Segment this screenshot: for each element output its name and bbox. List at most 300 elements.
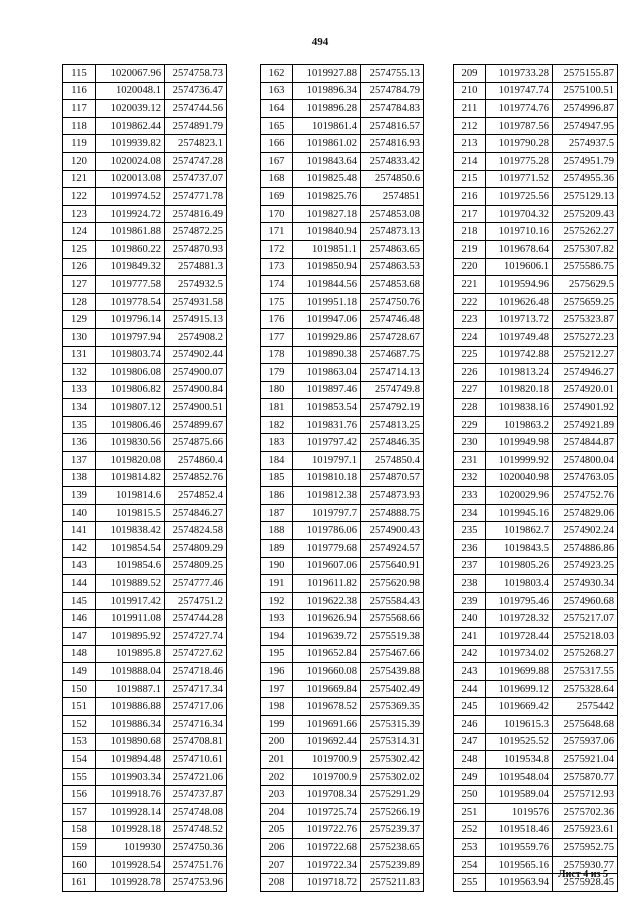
point-number-cell: 231 <box>454 452 486 470</box>
x-coordinate-cell: 1019713.72 <box>486 311 553 329</box>
x-coordinate-cell: 1019886.34 <box>96 715 165 733</box>
x-coordinate-cell: 1019725.74 <box>293 803 361 821</box>
point-number-cell: 161 <box>63 874 96 892</box>
table-row <box>454 82 618 100</box>
point-number-cell: 187 <box>261 504 293 522</box>
point-number-cell: 207 <box>261 856 293 874</box>
table-row <box>454 258 618 276</box>
point-number-cell: 240 <box>454 610 486 628</box>
x-coordinate-cell: 1019850.94 <box>293 258 361 276</box>
table-row <box>261 715 424 733</box>
table-row <box>261 240 424 258</box>
y-coordinate-cell: 2574792.19 <box>361 399 424 417</box>
point-number-cell: 185 <box>261 469 293 487</box>
y-coordinate-cell: 2575155.87 <box>553 65 618 83</box>
y-coordinate-cell: 2574924.57 <box>361 540 424 558</box>
y-coordinate-cell: 2574748.08 <box>165 803 227 821</box>
point-number-cell: 255 <box>454 874 486 892</box>
x-coordinate-cell: 1019704.32 <box>486 205 553 223</box>
x-coordinate-cell: 1019813.24 <box>486 364 553 382</box>
table-row <box>261 592 424 610</box>
table-row <box>454 399 618 417</box>
x-coordinate-cell: 1019807.12 <box>96 399 165 417</box>
point-number-cell: 133 <box>63 381 96 399</box>
y-coordinate-cell: 2575302.02 <box>361 768 424 786</box>
point-number-cell: 193 <box>261 610 293 628</box>
table-row <box>63 135 227 153</box>
x-coordinate-cell: 1019999.92 <box>486 452 553 470</box>
y-coordinate-cell: 2574846.35 <box>361 434 424 452</box>
point-number-cell: 227 <box>454 381 486 399</box>
y-coordinate-cell: 2575586.75 <box>553 258 618 276</box>
table-row <box>454 751 618 769</box>
coordinates-table-3 <box>453 64 618 892</box>
x-coordinate-cell: 1020048.1 <box>96 82 165 100</box>
y-coordinate-cell: 2575620.98 <box>361 575 424 593</box>
y-coordinate-cell: 2575930.77 <box>553 856 618 874</box>
x-coordinate-cell: 1019611.82 <box>293 575 361 593</box>
table-row <box>454 346 618 364</box>
table-row <box>454 487 618 505</box>
table-row <box>261 504 424 522</box>
table-row <box>454 364 618 382</box>
table-row <box>261 258 424 276</box>
point-number-cell: 128 <box>63 293 96 311</box>
x-coordinate-cell: 1019814.6 <box>96 487 165 505</box>
x-coordinate-cell: 1019660.08 <box>293 663 361 681</box>
point-number-cell: 186 <box>261 487 293 505</box>
x-coordinate-cell: 1019718.72 <box>293 874 361 892</box>
point-number-cell: 155 <box>63 768 96 786</box>
x-coordinate-cell: 1019812.38 <box>293 487 361 505</box>
x-coordinate-cell: 1019669.42 <box>486 698 553 716</box>
table-row <box>261 328 424 346</box>
point-number-cell: 136 <box>63 434 96 452</box>
y-coordinate-cell: 2574931.58 <box>165 293 227 311</box>
point-number-cell: 180 <box>261 381 293 399</box>
table-row <box>63 663 227 681</box>
y-coordinate-cell: 2574737.07 <box>165 170 227 188</box>
point-number-cell: 154 <box>63 751 96 769</box>
table-row <box>261 434 424 452</box>
y-coordinate-cell: 2575870.77 <box>553 768 618 786</box>
x-coordinate-cell: 1019749.48 <box>486 328 553 346</box>
y-coordinate-cell: 2575129.13 <box>553 188 618 206</box>
point-number-cell: 125 <box>63 240 96 258</box>
table-row <box>454 610 618 628</box>
y-coordinate-cell: 2575211.83 <box>361 874 424 892</box>
point-number-cell: 216 <box>454 188 486 206</box>
table-row <box>63 645 227 663</box>
x-coordinate-cell: 1020040.98 <box>486 469 553 487</box>
y-coordinate-cell: 2574716.34 <box>165 715 227 733</box>
x-coordinate-cell: 1019722.68 <box>293 839 361 857</box>
table-row <box>261 223 424 241</box>
table-row <box>261 540 424 558</box>
x-coordinate-cell: 1019895.8 <box>96 645 165 663</box>
point-number-cell: 138 <box>63 469 96 487</box>
point-number-cell: 143 <box>63 557 96 575</box>
table-row <box>63 170 227 188</box>
y-coordinate-cell: 2574863.53 <box>361 258 424 276</box>
y-coordinate-cell: 2574749.8 <box>361 381 424 399</box>
y-coordinate-cell: 2575217.07 <box>553 610 618 628</box>
table-row <box>261 680 424 698</box>
table-row <box>454 100 618 118</box>
table-row <box>261 152 424 170</box>
y-coordinate-cell: 2574809.29 <box>165 540 227 558</box>
y-coordinate-cell: 2574824.58 <box>165 522 227 540</box>
table-row <box>63 522 227 540</box>
x-coordinate-cell: 1019894.48 <box>96 751 165 769</box>
table-row <box>63 821 227 839</box>
x-coordinate-cell: 1019797.1 <box>293 452 361 470</box>
table-row <box>63 557 227 575</box>
point-number-cell: 245 <box>454 698 486 716</box>
x-coordinate-cell: 1019700.9 <box>293 768 361 786</box>
point-number-cell: 242 <box>454 645 486 663</box>
point-number-cell: 146 <box>63 610 96 628</box>
table-row <box>261 856 424 874</box>
point-number-cell: 175 <box>261 293 293 311</box>
y-coordinate-cell: 2574718.46 <box>165 663 227 681</box>
table-row <box>63 715 227 733</box>
table-row <box>63 65 227 83</box>
y-coordinate-cell: 2574758.73 <box>165 65 227 83</box>
y-coordinate-cell: 2574708.81 <box>165 733 227 751</box>
table-row <box>63 610 227 628</box>
y-coordinate-cell: 2574960.68 <box>553 592 618 610</box>
point-number-cell: 199 <box>261 715 293 733</box>
x-coordinate-cell: 1019890.38 <box>293 346 361 364</box>
point-number-cell: 134 <box>63 399 96 417</box>
point-number-cell: 142 <box>63 540 96 558</box>
table-row <box>261 733 424 751</box>
point-number-cell: 153 <box>63 733 96 751</box>
y-coordinate-cell: 2575369.35 <box>361 698 424 716</box>
y-coordinate-cell: 2574763.05 <box>553 469 618 487</box>
y-coordinate-cell: 2575272.23 <box>553 328 618 346</box>
x-coordinate-cell: 1019518.46 <box>486 821 553 839</box>
y-coordinate-cell: 2575212.27 <box>553 346 618 364</box>
x-coordinate-cell: 1019652.84 <box>293 645 361 663</box>
table-row <box>454 698 618 716</box>
point-number-cell: 182 <box>261 416 293 434</box>
x-coordinate-cell: 1019796.14 <box>96 311 165 329</box>
point-number-cell: 132 <box>63 364 96 382</box>
y-coordinate-cell: 2575702.36 <box>553 803 618 821</box>
table-row <box>454 65 618 83</box>
table-row <box>454 663 618 681</box>
table-row <box>261 100 424 118</box>
point-number-cell: 238 <box>454 575 486 593</box>
y-coordinate-cell: 2574900.51 <box>165 399 227 417</box>
point-number-cell: 145 <box>63 592 96 610</box>
table-row <box>63 874 227 892</box>
y-coordinate-cell: 2574752.76 <box>553 487 618 505</box>
point-number-cell: 220 <box>454 258 486 276</box>
table-row <box>261 803 424 821</box>
point-number-cell: 192 <box>261 592 293 610</box>
table-row <box>63 452 227 470</box>
y-coordinate-cell: 2574863.65 <box>361 240 424 258</box>
x-coordinate-cell: 1019678.64 <box>486 240 553 258</box>
x-coordinate-cell: 1019854.54 <box>96 540 165 558</box>
y-coordinate-cell: 2574727.74 <box>165 628 227 646</box>
y-coordinate-cell: 2575315.39 <box>361 715 424 733</box>
table-row <box>63 504 227 522</box>
point-number-cell: 150 <box>63 680 96 698</box>
y-coordinate-cell: 2574744.28 <box>165 610 227 628</box>
x-coordinate-cell: 1019563.94 <box>486 874 553 892</box>
point-number-cell: 191 <box>261 575 293 593</box>
point-number-cell: 248 <box>454 751 486 769</box>
x-coordinate-cell: 1019626.48 <box>486 293 553 311</box>
table-row <box>63 240 227 258</box>
y-coordinate-cell: 2575307.82 <box>553 240 618 258</box>
point-number-cell: 119 <box>63 135 96 153</box>
x-coordinate-cell: 1019843.64 <box>293 152 361 170</box>
table-row <box>63 276 227 294</box>
point-number-cell: 167 <box>261 152 293 170</box>
table-row <box>63 839 227 857</box>
table-row <box>63 540 227 558</box>
point-number-cell: 160 <box>63 856 96 874</box>
x-coordinate-cell: 1019849.32 <box>96 258 165 276</box>
table-row <box>261 188 424 206</box>
table-row <box>63 223 227 241</box>
x-coordinate-cell: 1019678.52 <box>293 698 361 716</box>
table-row <box>454 522 618 540</box>
table-row <box>454 434 618 452</box>
table-row <box>261 82 424 100</box>
y-coordinate-cell: 2575238.65 <box>361 839 424 857</box>
y-coordinate-cell: 2575218.03 <box>553 628 618 646</box>
y-coordinate-cell: 2575317.55 <box>553 663 618 681</box>
x-coordinate-cell: 1019797.42 <box>293 434 361 452</box>
y-coordinate-cell: 2574714.13 <box>361 364 424 382</box>
table-row <box>63 258 227 276</box>
x-coordinate-cell: 1019888.04 <box>96 663 165 681</box>
page-number: 494 <box>311 36 329 48</box>
x-coordinate-cell: 1019820.08 <box>96 452 165 470</box>
point-number-cell: 166 <box>261 135 293 153</box>
x-coordinate-cell: 1019861.88 <box>96 223 165 241</box>
point-number-cell: 165 <box>261 117 293 135</box>
x-coordinate-cell: 1019928.54 <box>96 856 165 874</box>
table-row <box>454 223 618 241</box>
y-coordinate-cell: 2575921.04 <box>553 751 618 769</box>
table-row <box>63 469 227 487</box>
y-coordinate-cell: 2574900.07 <box>165 364 227 382</box>
table-row <box>261 575 424 593</box>
x-coordinate-cell: 1019853.54 <box>293 399 361 417</box>
table-row <box>261 65 424 83</box>
table-row <box>454 557 618 575</box>
table-row <box>261 786 424 804</box>
point-number-cell: 221 <box>454 276 486 294</box>
point-number-cell: 219 <box>454 240 486 258</box>
table-row <box>261 839 424 857</box>
x-coordinate-cell: 1019929.86 <box>293 328 361 346</box>
table-row <box>63 575 227 593</box>
point-number-cell: 206 <box>261 839 293 857</box>
point-number-cell: 254 <box>454 856 486 874</box>
point-number-cell: 251 <box>454 803 486 821</box>
y-coordinate-cell: 2574851 <box>361 188 424 206</box>
table-row <box>63 381 227 399</box>
y-coordinate-cell: 2574751.76 <box>165 856 227 874</box>
x-coordinate-cell: 1019565.16 <box>486 856 553 874</box>
table-row <box>63 152 227 170</box>
point-number-cell: 253 <box>454 839 486 857</box>
point-number-cell: 179 <box>261 364 293 382</box>
table-row <box>63 311 227 329</box>
y-coordinate-cell: 2574930.34 <box>553 575 618 593</box>
x-coordinate-cell: 1019777.58 <box>96 276 165 294</box>
table-row <box>454 680 618 698</box>
x-coordinate-cell: 1019548.04 <box>486 768 553 786</box>
table-row <box>63 751 227 769</box>
x-coordinate-cell: 1020013.08 <box>96 170 165 188</box>
table-row <box>261 276 424 294</box>
point-number-cell: 130 <box>63 328 96 346</box>
point-number-cell: 188 <box>261 522 293 540</box>
x-coordinate-cell: 1019525.52 <box>486 733 553 751</box>
x-coordinate-cell: 1019814.82 <box>96 469 165 487</box>
y-coordinate-cell: 2574875.66 <box>165 434 227 452</box>
table-row <box>261 399 424 417</box>
y-coordinate-cell: 2575442 <box>553 698 618 716</box>
point-number-cell: 194 <box>261 628 293 646</box>
point-number-cell: 235 <box>454 522 486 540</box>
point-number-cell: 249 <box>454 768 486 786</box>
point-number-cell: 214 <box>454 152 486 170</box>
table-row <box>261 135 424 153</box>
point-number-cell: 178 <box>261 346 293 364</box>
x-coordinate-cell: 1019806.82 <box>96 381 165 399</box>
coordinates-table-2 <box>260 64 424 892</box>
point-number-cell: 139 <box>63 487 96 505</box>
x-coordinate-cell: 1019775.28 <box>486 152 553 170</box>
x-coordinate-cell: 1019795.46 <box>486 592 553 610</box>
y-coordinate-cell: 2575268.27 <box>553 645 618 663</box>
x-coordinate-cell: 1019594.96 <box>486 276 553 294</box>
y-coordinate-cell: 2574946.27 <box>553 364 618 382</box>
table-row <box>454 786 618 804</box>
y-coordinate-cell: 2574717.34 <box>165 680 227 698</box>
point-number-cell: 162 <box>261 65 293 83</box>
x-coordinate-cell: 1019947.06 <box>293 311 361 329</box>
x-coordinate-cell: 1019928.18 <box>96 821 165 839</box>
y-coordinate-cell: 2574816.57 <box>361 117 424 135</box>
x-coordinate-cell: 1019844.56 <box>293 276 361 294</box>
y-coordinate-cell: 2575209.43 <box>553 205 618 223</box>
y-coordinate-cell: 2575519.38 <box>361 628 424 646</box>
y-coordinate-cell: 2575266.19 <box>361 803 424 821</box>
table-row <box>63 628 227 646</box>
table-row <box>261 610 424 628</box>
point-number-cell: 196 <box>261 663 293 681</box>
x-coordinate-cell: 1019886.88 <box>96 698 165 716</box>
table-row <box>454 628 618 646</box>
y-coordinate-cell: 2574852.4 <box>165 487 227 505</box>
y-coordinate-cell: 2574853.68 <box>361 276 424 294</box>
y-coordinate-cell: 2574923.25 <box>553 557 618 575</box>
table-row <box>63 293 227 311</box>
table-row <box>454 452 618 470</box>
x-coordinate-cell: 1019790.28 <box>486 135 553 153</box>
y-coordinate-cell: 2574870.57 <box>361 469 424 487</box>
point-number-cell: 239 <box>454 592 486 610</box>
table-row <box>454 504 618 522</box>
table-row <box>261 205 424 223</box>
x-coordinate-cell: 1019728.44 <box>486 628 553 646</box>
point-number-cell: 205 <box>261 821 293 839</box>
table-row <box>454 188 618 206</box>
table-row <box>454 821 618 839</box>
table-row <box>261 487 424 505</box>
point-number-cell: 118 <box>63 117 96 135</box>
x-coordinate-cell: 1019722.76 <box>293 821 361 839</box>
table-row <box>454 803 618 821</box>
y-coordinate-cell: 2574737.87 <box>165 786 227 804</box>
y-coordinate-cell: 2574908.2 <box>165 328 227 346</box>
x-coordinate-cell: 1019691.66 <box>293 715 361 733</box>
point-number-cell: 223 <box>454 311 486 329</box>
y-coordinate-cell: 2574899.67 <box>165 416 227 434</box>
y-coordinate-cell: 2574816.93 <box>361 135 424 153</box>
point-number-cell: 190 <box>261 557 293 575</box>
table-row <box>63 856 227 874</box>
point-number-cell: 172 <box>261 240 293 258</box>
x-coordinate-cell: 1019797.94 <box>96 328 165 346</box>
point-number-cell: 173 <box>261 258 293 276</box>
x-coordinate-cell: 1019928.14 <box>96 803 165 821</box>
y-coordinate-cell: 2574872.25 <box>165 223 227 241</box>
point-number-cell: 222 <box>454 293 486 311</box>
point-number-cell: 234 <box>454 504 486 522</box>
x-coordinate-cell: 1019917.42 <box>96 592 165 610</box>
point-number-cell: 200 <box>261 733 293 751</box>
table-row <box>454 540 618 558</box>
y-coordinate-cell: 2574996.87 <box>553 100 618 118</box>
x-coordinate-cell: 1019747.74 <box>486 82 553 100</box>
y-coordinate-cell: 2574755.13 <box>361 65 424 83</box>
y-coordinate-cell: 2574747.28 <box>165 152 227 170</box>
table-row <box>454 469 618 487</box>
x-coordinate-cell: 1019827.18 <box>293 205 361 223</box>
point-number-cell: 115 <box>63 65 96 83</box>
table-row <box>63 768 227 786</box>
table-row <box>261 117 424 135</box>
point-number-cell: 169 <box>261 188 293 206</box>
point-number-cell: 183 <box>261 434 293 452</box>
x-coordinate-cell: 1019797.7 <box>293 504 361 522</box>
point-number-cell: 163 <box>261 82 293 100</box>
x-coordinate-cell: 1019825.76 <box>293 188 361 206</box>
y-coordinate-cell: 2574891.79 <box>165 117 227 135</box>
x-coordinate-cell: 1019854.6 <box>96 557 165 575</box>
table-row <box>261 469 424 487</box>
y-coordinate-cell: 2575302.42 <box>361 751 424 769</box>
y-coordinate-cell: 2575659.25 <box>553 293 618 311</box>
x-coordinate-cell: 1019820.18 <box>486 381 553 399</box>
point-number-cell: 198 <box>261 698 293 716</box>
point-number-cell: 208 <box>261 874 293 892</box>
sheet-label: Лист 4 из 5 <box>558 869 608 880</box>
point-number-cell: 168 <box>261 170 293 188</box>
